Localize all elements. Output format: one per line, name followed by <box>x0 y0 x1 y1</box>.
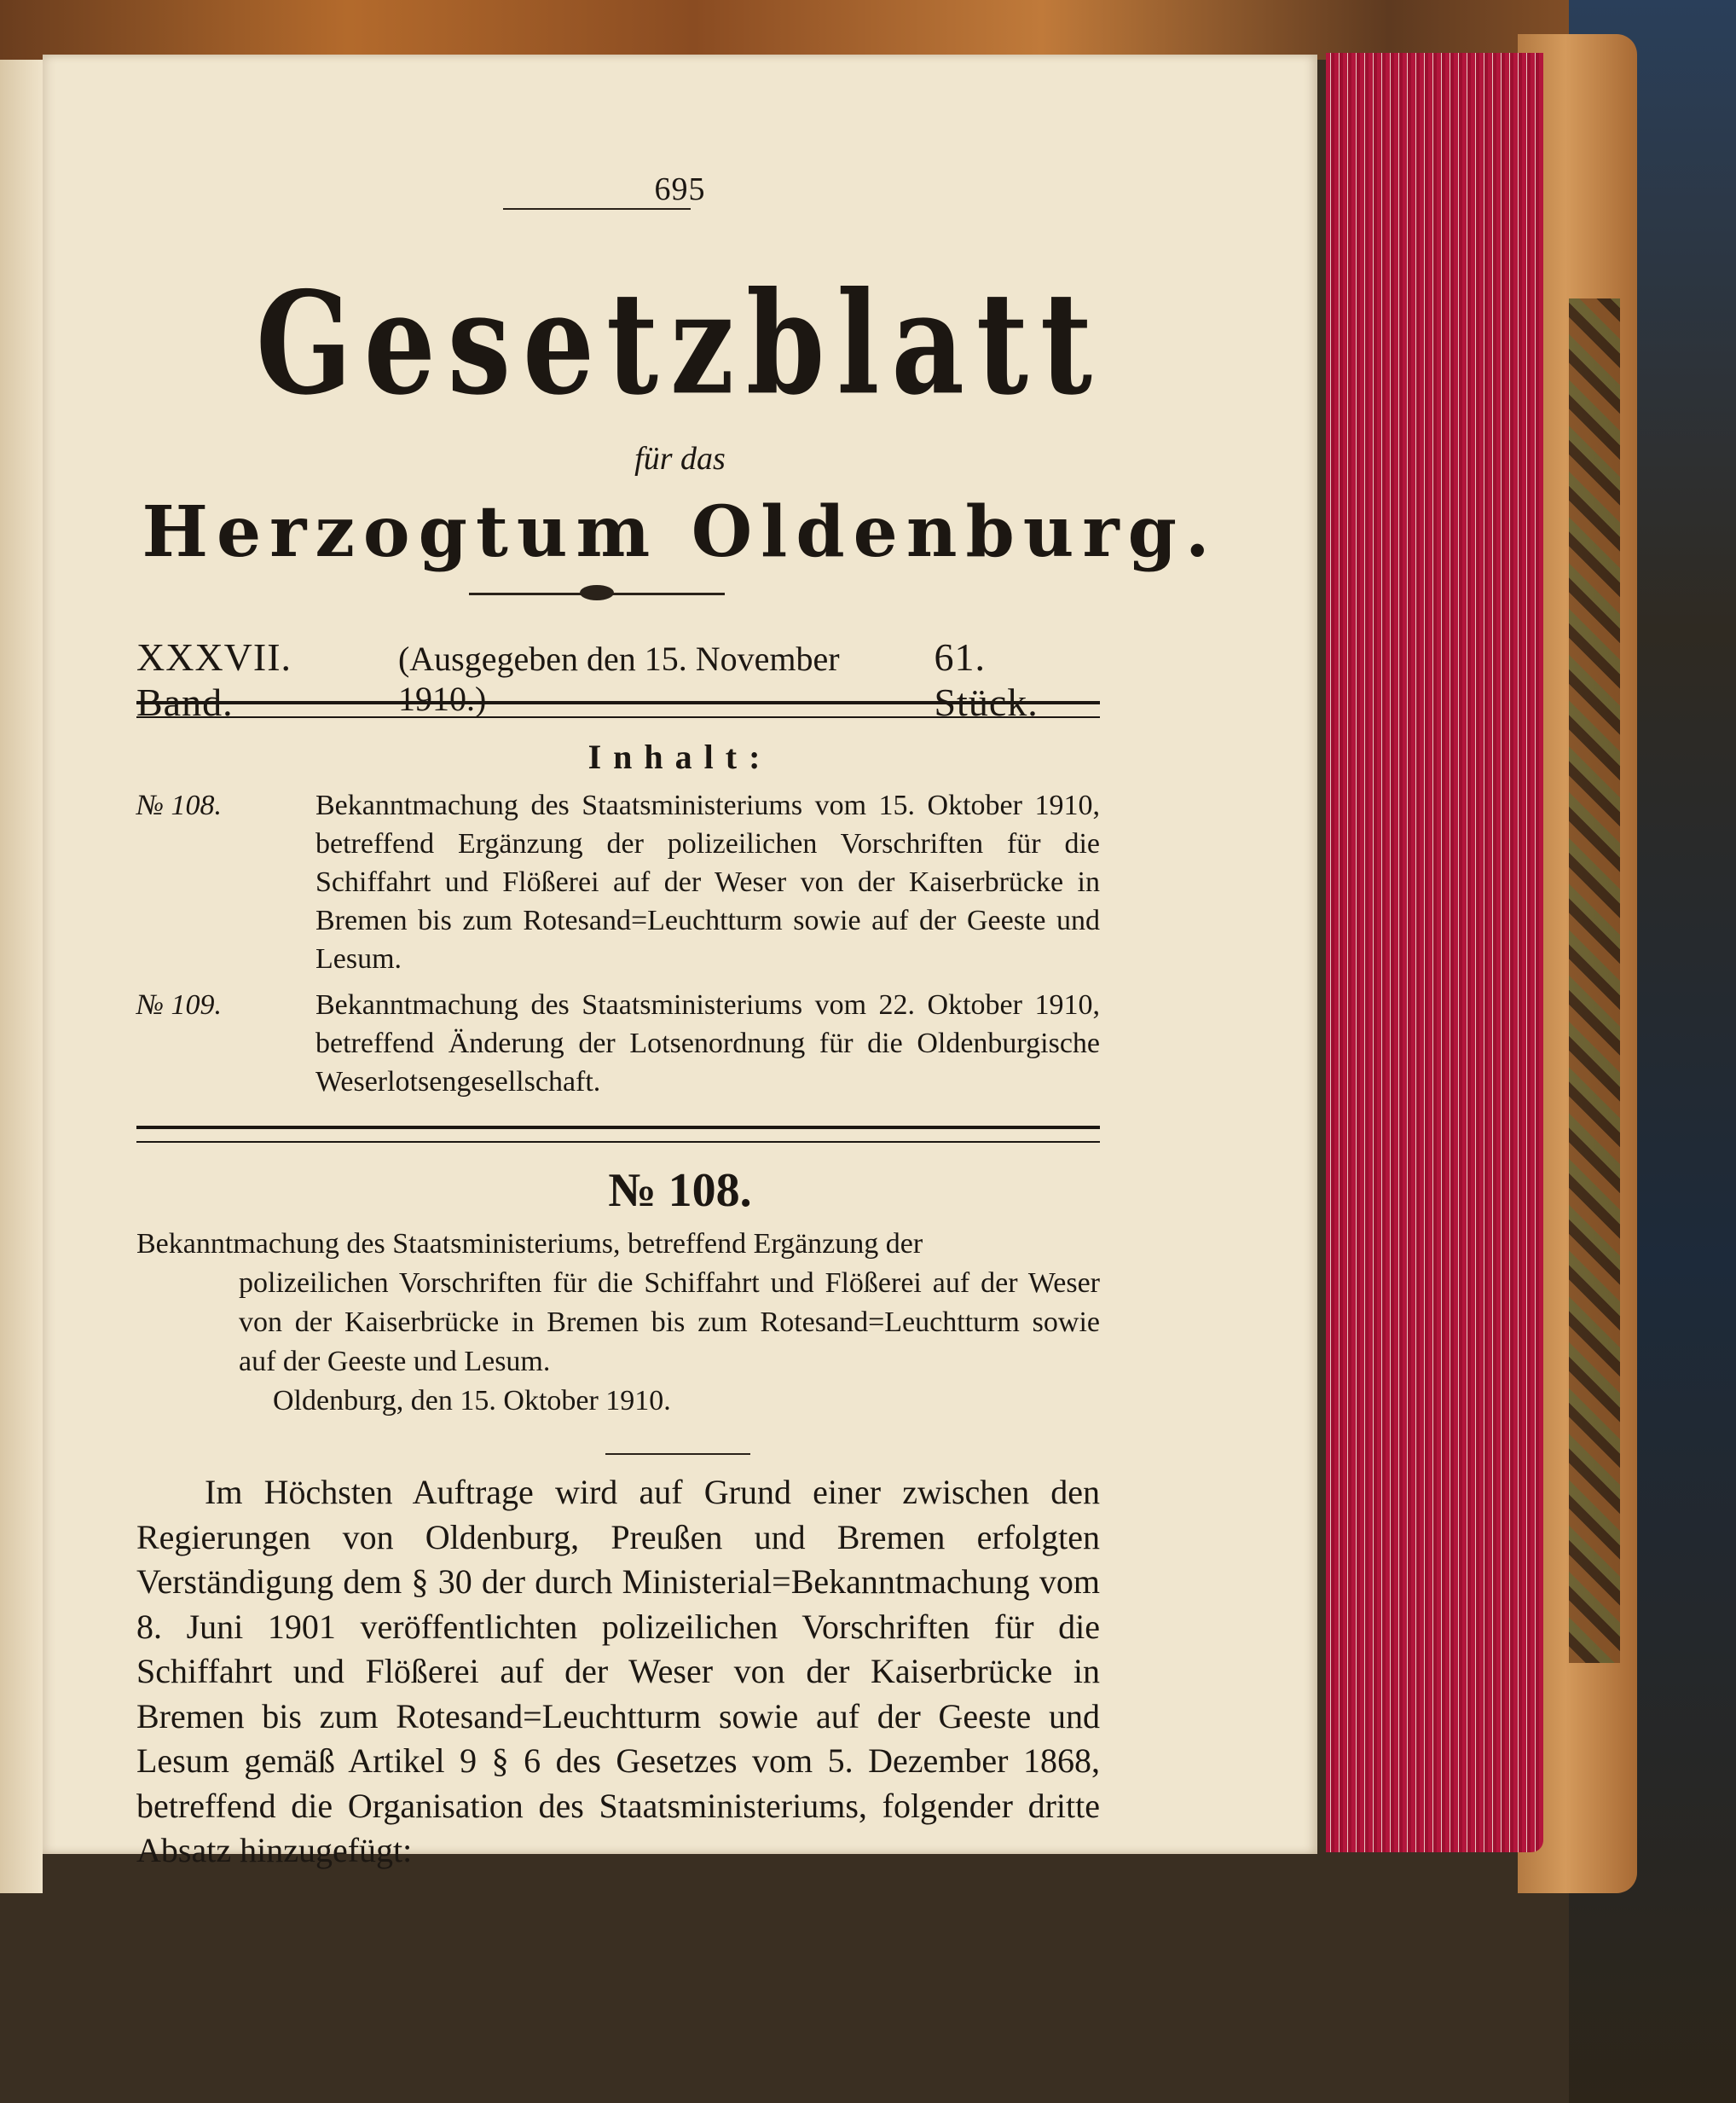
book-cover-top <box>0 0 1736 60</box>
contents-item-text: Bekanntmachung des Staatsministeriums vom 22. Oktober 1910, betreffend Änderung der Lotsenordnung für die Oldenburgische Weserlotsengesellschaft. <box>315 989 1100 1098</box>
page-title-line2: Herzogtum Oldenburg. <box>142 491 1218 573</box>
ornament-icon <box>580 585 614 600</box>
band-volume: XXXVII. Band. <box>136 635 292 724</box>
decree-title <box>136 1225 1100 1382</box>
separator-rule <box>605 1453 750 1455</box>
band-issue-date: (Ausgegeben den 15. November 1910.) <box>397 640 840 718</box>
place-date: Oldenburg, den 15. Oktober 1910. <box>273 1385 671 1416</box>
page-subtitle: für das <box>634 441 726 477</box>
page-number-rule <box>503 208 691 210</box>
body-paragraph: Im Höchsten Auftrage wird auf Grund einer zwischen den Regierungen von Oldenburg, Preußen und Bremen erfolgten Verständigung dem § 30 der durch Ministerial=Bekanntmachung vom 8. Juni 1901 veröffentlichten polizeilichen Vorschriften für die Schiffahrt und Flößerei auf der Weser von der Kaiserbrücke in Bremen bis zum Rotesand=Leuchtturm sowie auf der Geeste und Lesum gemäß Artikel 9 § 6 des Gesetzes vom 5. Dezember 1868, betreffend die Organisation des Staatsministeriums, folgender dritte Absatz hinzugefügt: <box>136 1473 1100 1869</box>
page-number: 695 <box>654 171 706 207</box>
left-page-edge <box>0 60 43 1893</box>
section-heading: № 108. <box>608 1164 752 1217</box>
double-rule-bottom <box>136 1126 1100 1143</box>
document-page <box>43 55 1317 1869</box>
decree-title-first: Bekanntmachung des Staatsministeriums, betreffend Ergänzung der <box>136 1228 923 1260</box>
decree-title-rest: polizeilichen Vorschriften für die Schiffahrt und Flößerei auf der Weser von der Kaiserbrücke in Bremen bis zum Rotesand=Leuchtturm sowie auf der Geeste und Lesum. <box>239 1267 1100 1377</box>
page-title: Gesetzblatt <box>256 261 1104 427</box>
contents-item-text: Bekanntmachung des Staatsministeriums vom 15. Oktober 1910, betreffend Ergänzung der polizeilichen Vorschriften für die Schiffahrt und Flößerei auf der Weser von der Kaiserbrücke in Bremen bis zum Rotesand=Leuchtturm sowie auf der Geeste und Lesum. <box>315 790 1100 975</box>
contents-item <box>136 986 1100 1101</box>
contents-item-number: № 108. <box>136 790 223 821</box>
marbled-cover <box>1569 298 1620 1663</box>
red-page-edges <box>1326 53 1543 1852</box>
contents-item <box>136 786 1100 978</box>
double-rule-top <box>136 701 1100 718</box>
contents-item-number: № 109. <box>136 989 223 1021</box>
band-piece: 61. Stück. <box>934 635 1039 724</box>
contents-heading: Inhalt: <box>587 738 773 776</box>
